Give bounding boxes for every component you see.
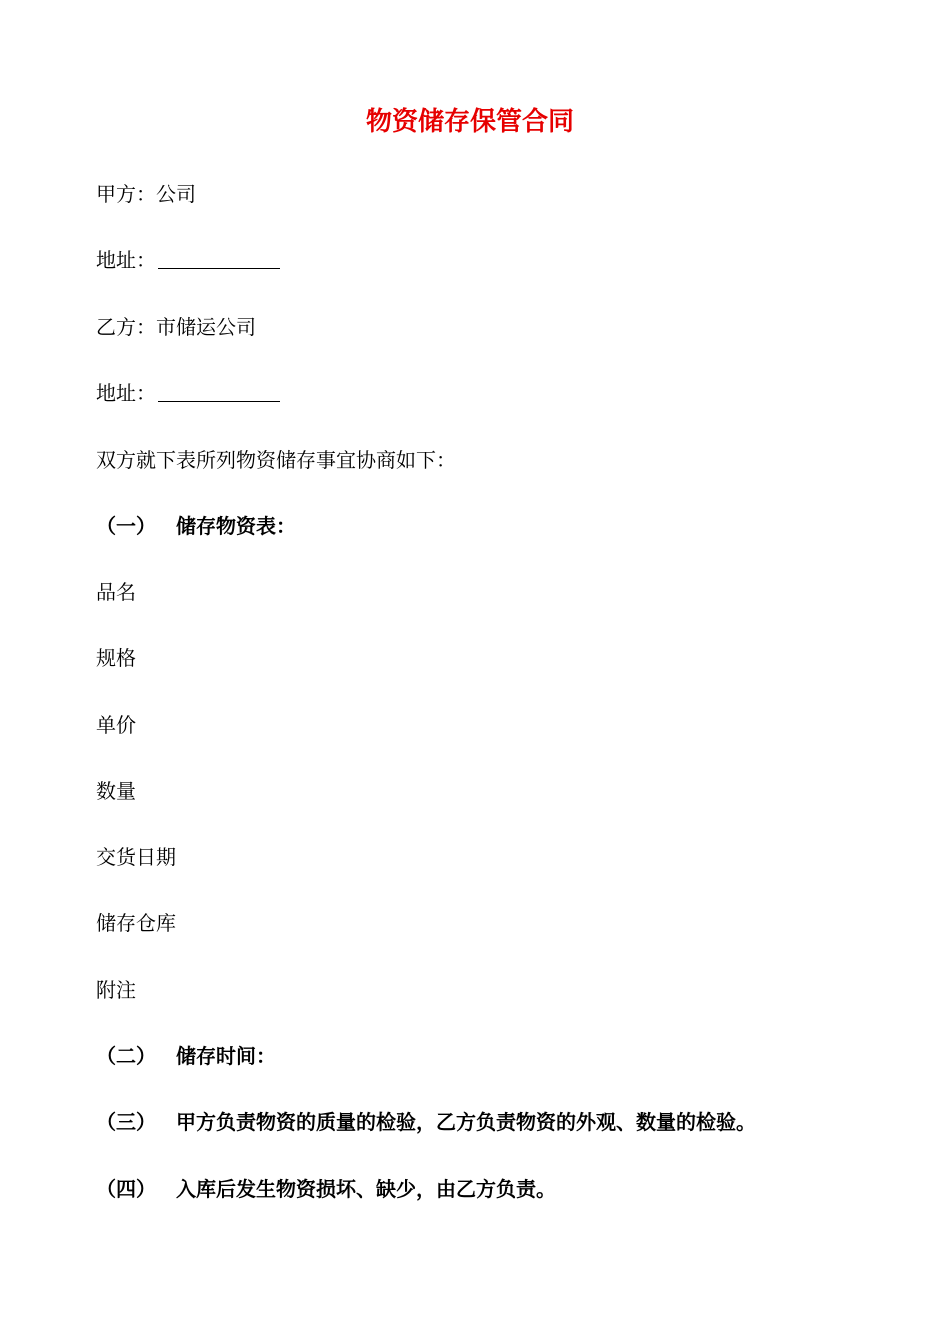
section-3-number: （三） xyxy=(96,1110,156,1134)
party-b-address-line xyxy=(96,379,280,407)
party-b-label: 乙方： xyxy=(96,315,156,339)
party-a-address-label: 地址： xyxy=(96,248,156,272)
section-1-number: （一） xyxy=(96,514,156,538)
party-a-address-line xyxy=(96,246,280,274)
party-b-line xyxy=(96,313,256,341)
section-3 xyxy=(96,1108,756,1136)
section-2-text: 储存时间： xyxy=(176,1044,276,1068)
table-field-unit-price: 单价 xyxy=(96,713,136,737)
section-3-text: 甲方负责物资的质量的检验，乙方负责物资的外观、数量的检验。 xyxy=(176,1110,756,1134)
table-field-delivery-date: 交货日期 xyxy=(96,845,176,869)
document-title: 物资储存保管合同 xyxy=(365,107,574,137)
party-a-address-blank xyxy=(158,248,280,269)
section-4-text: 入库后发生物资损坏、缺少，由乙方负责。 xyxy=(176,1177,556,1201)
table-field-notes: 附注 xyxy=(96,978,136,1002)
table-field-warehouse: 储存仓库 xyxy=(96,911,176,935)
party-b-value: 市储运公司 xyxy=(156,315,256,339)
party-b-address-blank xyxy=(158,381,280,402)
table-field-spec: 规格 xyxy=(96,646,136,670)
party-b-address-label: 地址： xyxy=(96,381,156,405)
party-a-value: 公司 xyxy=(156,182,196,206)
table-field-quantity: 数量 xyxy=(96,779,136,803)
party-a-label: 甲方： xyxy=(96,182,156,206)
section-1 xyxy=(96,512,296,540)
section-2-number: （二） xyxy=(96,1044,156,1068)
table-field-name: 品名 xyxy=(96,580,136,604)
party-a-line xyxy=(96,180,196,208)
section-4-number: （四） xyxy=(96,1177,156,1201)
section-2 xyxy=(96,1042,276,1070)
section-1-text: 储存物资表： xyxy=(176,514,296,538)
intro-paragraph: 双方就下表所列物资储存事宜协商如下： xyxy=(96,448,456,472)
section-4 xyxy=(96,1175,556,1203)
